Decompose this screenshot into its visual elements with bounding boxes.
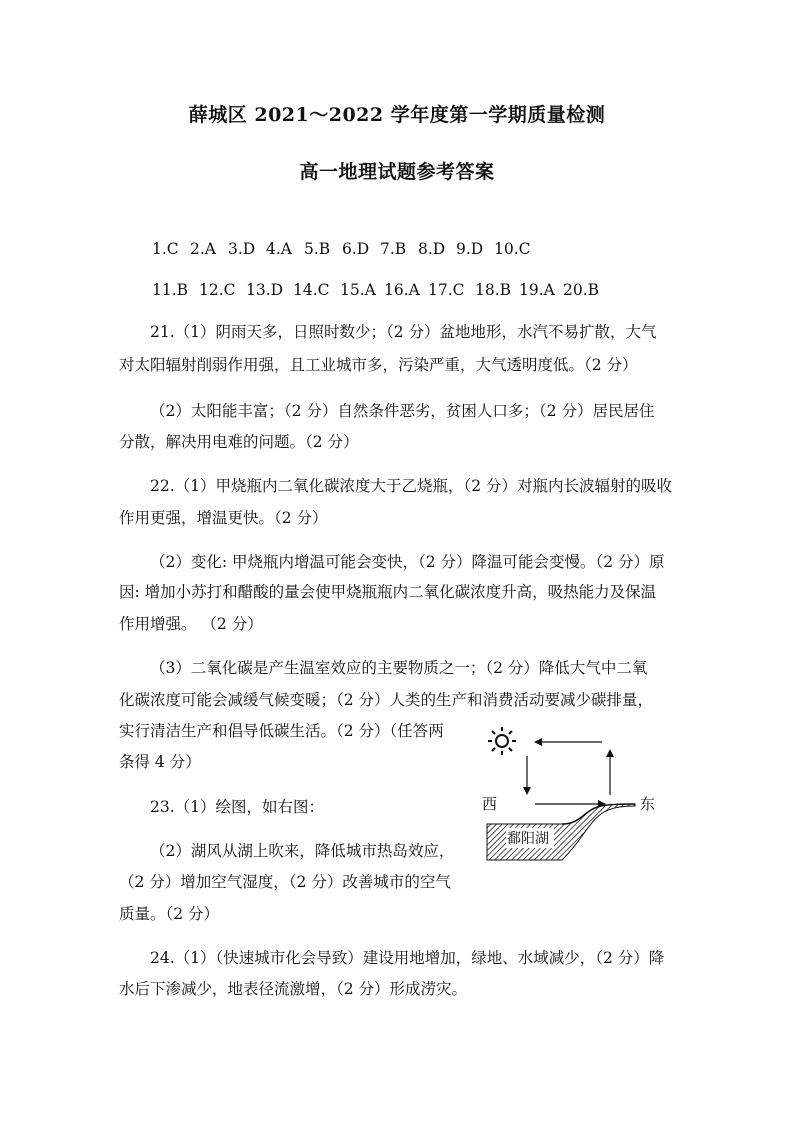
q23-answer-line: （2 分）增加空气湿度，（2 分）改善城市的空气	[119, 873, 451, 891]
mc-answer: 14.C	[293, 281, 330, 299]
q21-answer-line: 对太阳辐射削弱作用强，且工业城市多，污染严重，大气透明度低。（2 分）	[119, 356, 638, 374]
mc-answer: 7.B	[380, 240, 407, 258]
q22-answer-line: 实行清洁生产和倡导低碳生活。（2 分）（任答两	[119, 722, 444, 740]
diagram-svg	[470, 720, 670, 870]
page-subtitle: 高一地理试题参考答案	[299, 161, 495, 183]
mc-answer: 18.B	[475, 281, 512, 299]
lake-label: 鄱阳湖	[507, 831, 549, 847]
mc-answer: 13.D	[246, 281, 284, 299]
mc-answer: 12.C	[199, 281, 236, 299]
mc-answer: 3.D	[228, 240, 256, 258]
q24-answer-line: 24.（1）（快速城市化会导致）建设用地增加，绿地、水域减少，（2 分）降	[150, 949, 665, 967]
mc-answer: 6.D	[342, 240, 370, 258]
mc-answer: 20.B	[563, 281, 600, 299]
page-title: 薛城区 2021～2022 学年度第一学期质量检测	[188, 104, 606, 126]
mc-answer: 8.D	[418, 240, 446, 258]
q22-answer-line: 作用增强。 （2 分）	[119, 615, 263, 633]
q23-answer-line: 质量。（2 分）	[119, 905, 220, 923]
sun-icon	[488, 727, 516, 755]
east-label: 东	[640, 795, 656, 813]
mc-answer: 16.A	[384, 281, 420, 299]
mc-answer: 19.A	[519, 281, 555, 299]
mc-answer: 9.D	[456, 240, 484, 258]
q21-answer-line: （2）太阳能丰富；（2 分）自然条件恶劣，贫困人口多；（2 分）居民居住	[150, 402, 655, 420]
mc-answers-row-1	[152, 240, 538, 258]
q21-answer-line: 21.（1）阴雨天多，日照时数少；（2 分）盆地地形，水汽不易扩散，大气	[150, 323, 657, 341]
mc-answer: 17.C	[428, 281, 465, 299]
q23-answer-line: （2）湖风从湖上吹来，降低城市热岛效应，	[150, 842, 455, 860]
mc-answers-row-2	[152, 281, 607, 299]
q22-answer-line: （2）变化: 甲烧瓶内增温可能会变快，（2 分）降温可能会变慢。（2 分）原	[150, 553, 665, 571]
mc-answer: 4.A	[266, 240, 292, 258]
mc-answer: 15.A	[340, 281, 376, 299]
mc-answer: 11.B	[152, 281, 189, 299]
lake-breeze-diagram	[470, 720, 670, 870]
mc-answer: 10.C	[494, 240, 531, 258]
q22-answer-line: 条得 4 分）	[119, 753, 201, 771]
q22-answer-line: 因: 增加小苏打和醋酸的量会使甲烧瓶瓶内二氧化碳浓度升高，吸热能力及保温	[119, 583, 657, 601]
mc-answer: 2.A	[190, 240, 216, 258]
q22-answer-line: 22.（1）甲烧瓶内二氧化碳浓度大于乙烧瓶，（2 分）对瓶内长波辐射的吸收	[150, 477, 673, 495]
q23-answer-line: 23.（1）绘图，如右图：	[150, 798, 325, 816]
mc-answer: 5.B	[304, 240, 331, 258]
q22-answer-line: 作用更强，增温更快。（2 分）	[119, 509, 328, 527]
q22-answer-line: （3）二氧化碳是产生温室效应的主要物质之一；（2 分）降低大气中二氧	[150, 659, 648, 677]
q21-answer-line: 分散，解决用电难的问题。（2 分）	[119, 433, 359, 451]
q24-answer-line: 水后下渗减少，地表径流激增，（2 分）形成涝灾。	[119, 980, 468, 998]
q22-answer-line: 化碳浓度可能会减缓气候变暖；（2 分）人类的生产和消费活动要减少碳排量，	[119, 691, 654, 709]
west-label: 西	[482, 795, 498, 813]
mc-answer: 1.C	[152, 240, 179, 258]
